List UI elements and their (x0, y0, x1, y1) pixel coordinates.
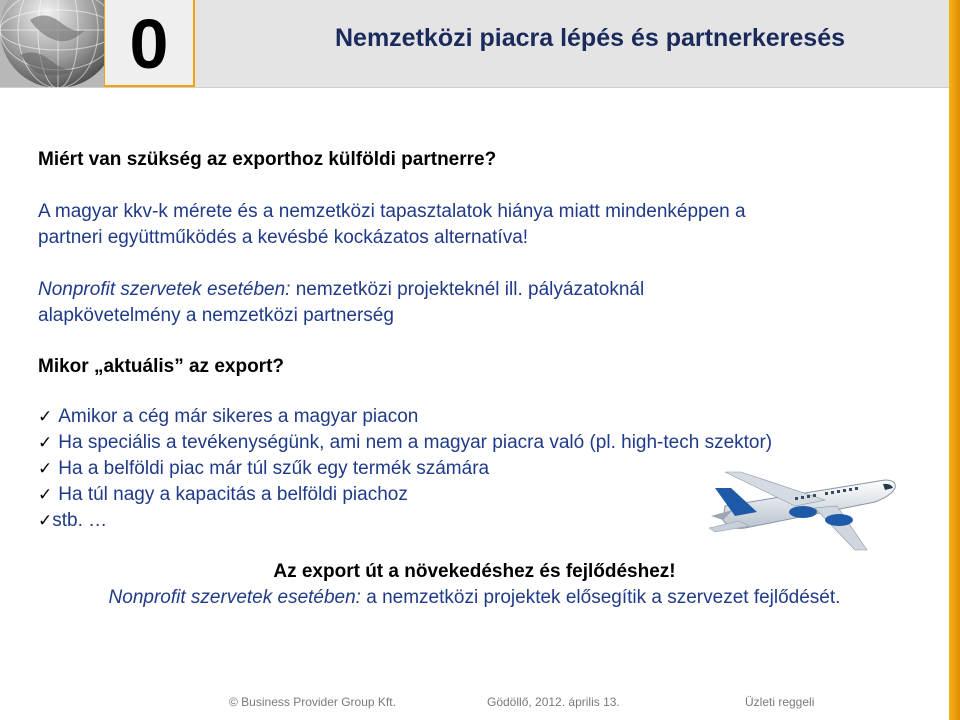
paragraph-line: alapkövetelmény a nemzetközi partnerség (38, 305, 394, 326)
list-item: ✓ Ha speciális a tevékenységünk, ami nem a magyar piacra való (pl. high-tech szektor) (38, 432, 773, 453)
closing-text: a nemzetközi projektek elősegítik a szervezet fejlődését. (360, 587, 841, 608)
closing-label: Nonprofit szervetek esetében: (108, 587, 361, 608)
slide-title: Nemzetközi piacra lépés és partnerkeresés (335, 24, 845, 52)
slide-number-box (104, 0, 195, 87)
list-item: ✓ Ha túl nagy a kapacitás a belföldi piachoz (38, 484, 408, 505)
list-item: ✓ Amikor a cég már sikeres a magyar piacon (38, 406, 419, 427)
closing-paragraph (0, 587, 949, 609)
question-partner: Miért van szükség az exporthoz külföldi partnerre? (38, 149, 497, 170)
slogan: Az export út a növekedéshez és fejlődéshez! (273, 561, 676, 582)
slide-header (0, 0, 949, 88)
slide-footer (0, 689, 949, 720)
paragraph-line: A magyar kkv-k mérete és a nemzetközi tapasztalatok hiánya miatt mindenképpen a (38, 201, 746, 222)
check-icon: ✓ (38, 407, 53, 426)
footer-date: Gödöllő, 2012. április 13. (487, 695, 620, 709)
nonprofit-text: nemzetközi projekteknél ill. pályázatoknál (290, 279, 645, 300)
nonprofit-label: Nonprofit szervetek esetében: (38, 279, 291, 300)
check-icon: ✓ (38, 433, 53, 452)
check-icon: ✓ (38, 485, 53, 504)
paragraph-line: partneri együttműködés a kevésbé kockázatos alternatíva! (38, 227, 529, 248)
list-item: ✓stb. … (38, 510, 108, 531)
airplane-icon (705, 466, 900, 561)
list-item: ✓ Ha a belföldi piac már túl szűk egy termék számára (38, 458, 490, 479)
nonprofit-paragraph (38, 279, 644, 301)
footer-company: © Business Provider Group Kft. (229, 695, 396, 709)
globe-icon (0, 0, 104, 87)
accent-bar (949, 0, 960, 720)
question-export: Mikor „aktuális” az export? (38, 356, 285, 377)
check-icon: ✓ (38, 511, 53, 530)
footer-event: Üzleti reggeli (745, 695, 815, 709)
check-icon: ✓ (38, 459, 53, 478)
slide-number: 0 (129, 5, 169, 83)
